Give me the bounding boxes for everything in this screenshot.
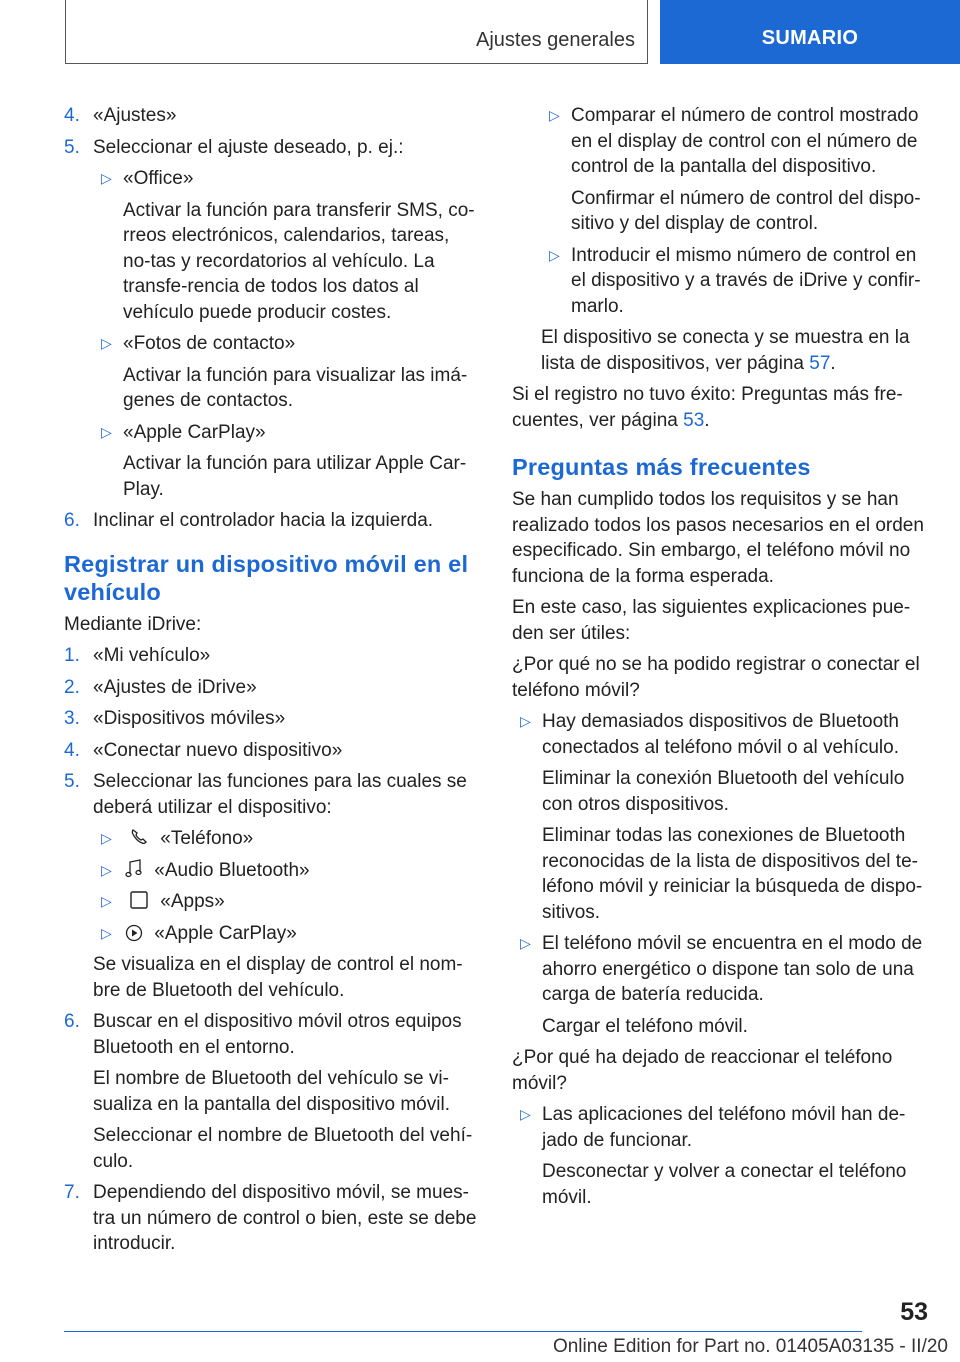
triangle-bullet-icon: ▷ bbox=[549, 107, 560, 123]
function-item bbox=[93, 826, 482, 852]
step-text: «Conectar nuevo dispositivo» bbox=[93, 739, 343, 761]
triangle-bullet-icon: ▷ bbox=[520, 713, 531, 729]
section-title: Ajustes generales bbox=[476, 29, 635, 51]
list-item bbox=[64, 643, 482, 669]
step-text: «Ajustes» bbox=[93, 105, 177, 126]
step-text: «Ajustes de iDrive» bbox=[93, 676, 257, 698]
paragraph: Se han cumplido todos los requisitos y se han realizado todos los pasos necesarios en el orden especificado. Sin embargo, el teléfono móvil no funciona de la forma esperada. bbox=[512, 489, 924, 587]
step-number: 5. bbox=[64, 136, 80, 158]
step-text: Dependiendo del dispositivo móvil, se mues-tra un número de control o bien, este se debe introducir. bbox=[93, 1182, 477, 1254]
option-label: «Apple CarPlay» bbox=[123, 421, 266, 443]
option-note: Confirmar el número de control del dispo-sitivo y del display de control. bbox=[571, 187, 921, 234]
list-item bbox=[64, 1009, 482, 1060]
page-header bbox=[0, 0, 960, 66]
fail-note bbox=[512, 382, 926, 433]
step-text: Seleccionar las funciones para las cuales se deberá utilizar el dispositivo: bbox=[93, 771, 467, 818]
phone-icon bbox=[129, 827, 149, 847]
option-description: Activar la función para transferir SMS, co-rreos electrónicos, calendarios, tareas, no-tas y recordatorios al vehículo. La transfe-rencia de todos los datos al vehículo puede producir costes. bbox=[123, 199, 475, 323]
answer-note: Cargar el teléfono móvil. bbox=[542, 1015, 748, 1037]
list-item bbox=[64, 508, 482, 534]
list-item bbox=[64, 103, 482, 129]
step-number: 1. bbox=[64, 645, 80, 666]
triangle-bullet-icon: ▷ bbox=[101, 830, 112, 846]
list-item bbox=[64, 135, 482, 161]
fail-text: Si el registro no tuvo éxito: Preguntas más fre-cuentes, ver página bbox=[512, 384, 903, 431]
step-number: 4. bbox=[64, 105, 80, 126]
step-note: El nombre de Bluetooth del vehículo se vi-sualiza en la pantalla del dispositivo móvil. bbox=[93, 1068, 450, 1115]
triangle-bullet-icon: ▷ bbox=[101, 423, 112, 440]
option-label: «Fotos de contacto» bbox=[123, 333, 296, 354]
option-item bbox=[541, 243, 926, 320]
paragraph: En este caso, las siguientes explicaciones pue-den ser útiles: bbox=[512, 597, 911, 644]
step-note: Seleccionar el nombre de Bluetooth del vehí-culo. bbox=[93, 1125, 473, 1172]
function-item bbox=[93, 889, 482, 915]
answer-text: Hay demasiados dispositivos de Bluetooth conectados al teléfono móvil o al vehículo. bbox=[542, 711, 899, 758]
answer-item bbox=[512, 1102, 926, 1153]
step-text: Seleccionar el ajuste deseado, p. ej.: bbox=[93, 136, 404, 158]
answer-text: El teléfono móvil se encuentra en el modo de ahorro energético o dispone tan solo de una carga de batería reducida. bbox=[542, 933, 923, 1005]
function-item bbox=[93, 858, 482, 884]
function-label: «Teléfono» bbox=[160, 828, 254, 849]
section-heading: Registrar un dispositivo móvil en el vehículo bbox=[64, 550, 469, 605]
option-item bbox=[93, 331, 482, 357]
function-label: «Apps» bbox=[160, 891, 225, 912]
sub-options bbox=[64, 166, 482, 502]
step-text: Buscar en el dispositivo móvil otros equipos Bluetooth en el entorno. bbox=[93, 1011, 462, 1058]
connected-note bbox=[541, 325, 926, 376]
triangle-bullet-icon: ▷ bbox=[520, 935, 531, 951]
function-options bbox=[64, 826, 482, 1003]
step-number: 6. bbox=[64, 1011, 80, 1032]
section-title-box bbox=[65, 0, 648, 64]
question: ¿Por qué ha dejado de reaccionar el teléfono móvil? bbox=[512, 1047, 893, 1094]
step-number: 3. bbox=[64, 708, 80, 729]
option-item bbox=[93, 420, 482, 446]
step-number: 4. bbox=[64, 739, 80, 761]
step-text: «Dispositivos móviles» bbox=[93, 708, 286, 729]
option-text: Comparar el número de control mostrado en el display de control con el número de control de la pantalla del dispositivo. bbox=[571, 105, 919, 177]
triangle-bullet-icon: ▷ bbox=[101, 924, 112, 941]
triangle-bullet-icon: ▷ bbox=[101, 893, 112, 909]
answer-note: Eliminar todas las conexiones de Bluetooth reconocidas de la lista de dispositivos del te-léfono móvil y reiniciar la búsqueda de dispo-sitivos. bbox=[542, 825, 923, 923]
step-number: 6. bbox=[64, 510, 80, 531]
right-column bbox=[512, 103, 926, 1216]
intro-text: Mediante iDrive: bbox=[64, 613, 202, 635]
list-item bbox=[64, 1180, 482, 1257]
question: ¿Por qué no se ha podido registrar o conectar el teléfono móvil? bbox=[512, 654, 920, 701]
play-circle-icon bbox=[125, 924, 143, 942]
option-item bbox=[93, 166, 482, 192]
page-number: 53 bbox=[900, 1298, 928, 1326]
left-column bbox=[64, 103, 482, 1263]
section-heading: Preguntas más frecuentes bbox=[512, 454, 811, 480]
step-text: Inclinar el controlador hacia la izquierda. bbox=[93, 510, 434, 531]
fail-suffix: . bbox=[704, 409, 710, 431]
list-item bbox=[64, 706, 482, 732]
answer-note: Eliminar la conexión Bluetooth del vehículo con otros dispositivos. bbox=[542, 768, 905, 815]
answer-item bbox=[512, 931, 926, 1008]
answer-note: Desconectar y volver a conectar el teléfono móvil. bbox=[542, 1161, 907, 1208]
page-link[interactable]: 57 bbox=[809, 352, 831, 374]
step-text: «Mi vehículo» bbox=[93, 645, 211, 666]
page-link[interactable]: 53 bbox=[683, 409, 705, 431]
step-number: 5. bbox=[64, 771, 80, 792]
step-number: 2. bbox=[64, 676, 80, 698]
option-item bbox=[541, 103, 926, 180]
music-note-icon bbox=[125, 859, 143, 879]
option-label: «Office» bbox=[123, 168, 194, 189]
function-label: «Audio Bluetooth» bbox=[154, 859, 310, 881]
bt-name-note: Se visualiza en el display de control el nom-bre de Bluetooth del vehículo. bbox=[93, 954, 463, 1001]
list-item bbox=[64, 738, 482, 764]
option-description: Activar la función para visualizar las imá-genes de contactos. bbox=[123, 364, 468, 411]
apps-square-icon bbox=[129, 890, 149, 910]
control-number-options bbox=[512, 103, 926, 376]
function-item bbox=[93, 921, 482, 947]
footer-divider bbox=[64, 1331, 862, 1332]
list-item bbox=[64, 675, 482, 701]
step-number: 7. bbox=[64, 1182, 80, 1203]
list-item bbox=[64, 769, 482, 820]
answer-text: Las aplicaciones del teléfono móvil han de-jado de funcionar. bbox=[542, 1104, 906, 1151]
contents-button[interactable]: SUMARIO bbox=[660, 0, 960, 64]
triangle-bullet-icon: ▷ bbox=[101, 335, 112, 351]
triangle-bullet-icon: ▷ bbox=[549, 246, 560, 263]
triangle-bullet-icon: ▷ bbox=[101, 170, 112, 186]
connected-suffix: . bbox=[830, 352, 836, 374]
connected-text: El dispositivo se conecta y se muestra en la lista de dispositivos, ver página bbox=[541, 327, 910, 374]
answer-item bbox=[512, 709, 926, 760]
option-description: Activar la función para utilizar Apple Car-Play. bbox=[123, 453, 467, 500]
function-label: «Apple CarPlay» bbox=[154, 922, 297, 944]
triangle-bullet-icon: ▷ bbox=[520, 1106, 531, 1122]
edition-text: Online Edition for Part no. 01405A03135 - II/20 bbox=[552, 1336, 948, 1357]
option-text: Introducir el mismo número de control en el dispositivo y a través de iDrive y confir-marlo. bbox=[571, 244, 921, 317]
triangle-bullet-icon: ▷ bbox=[101, 861, 112, 878]
